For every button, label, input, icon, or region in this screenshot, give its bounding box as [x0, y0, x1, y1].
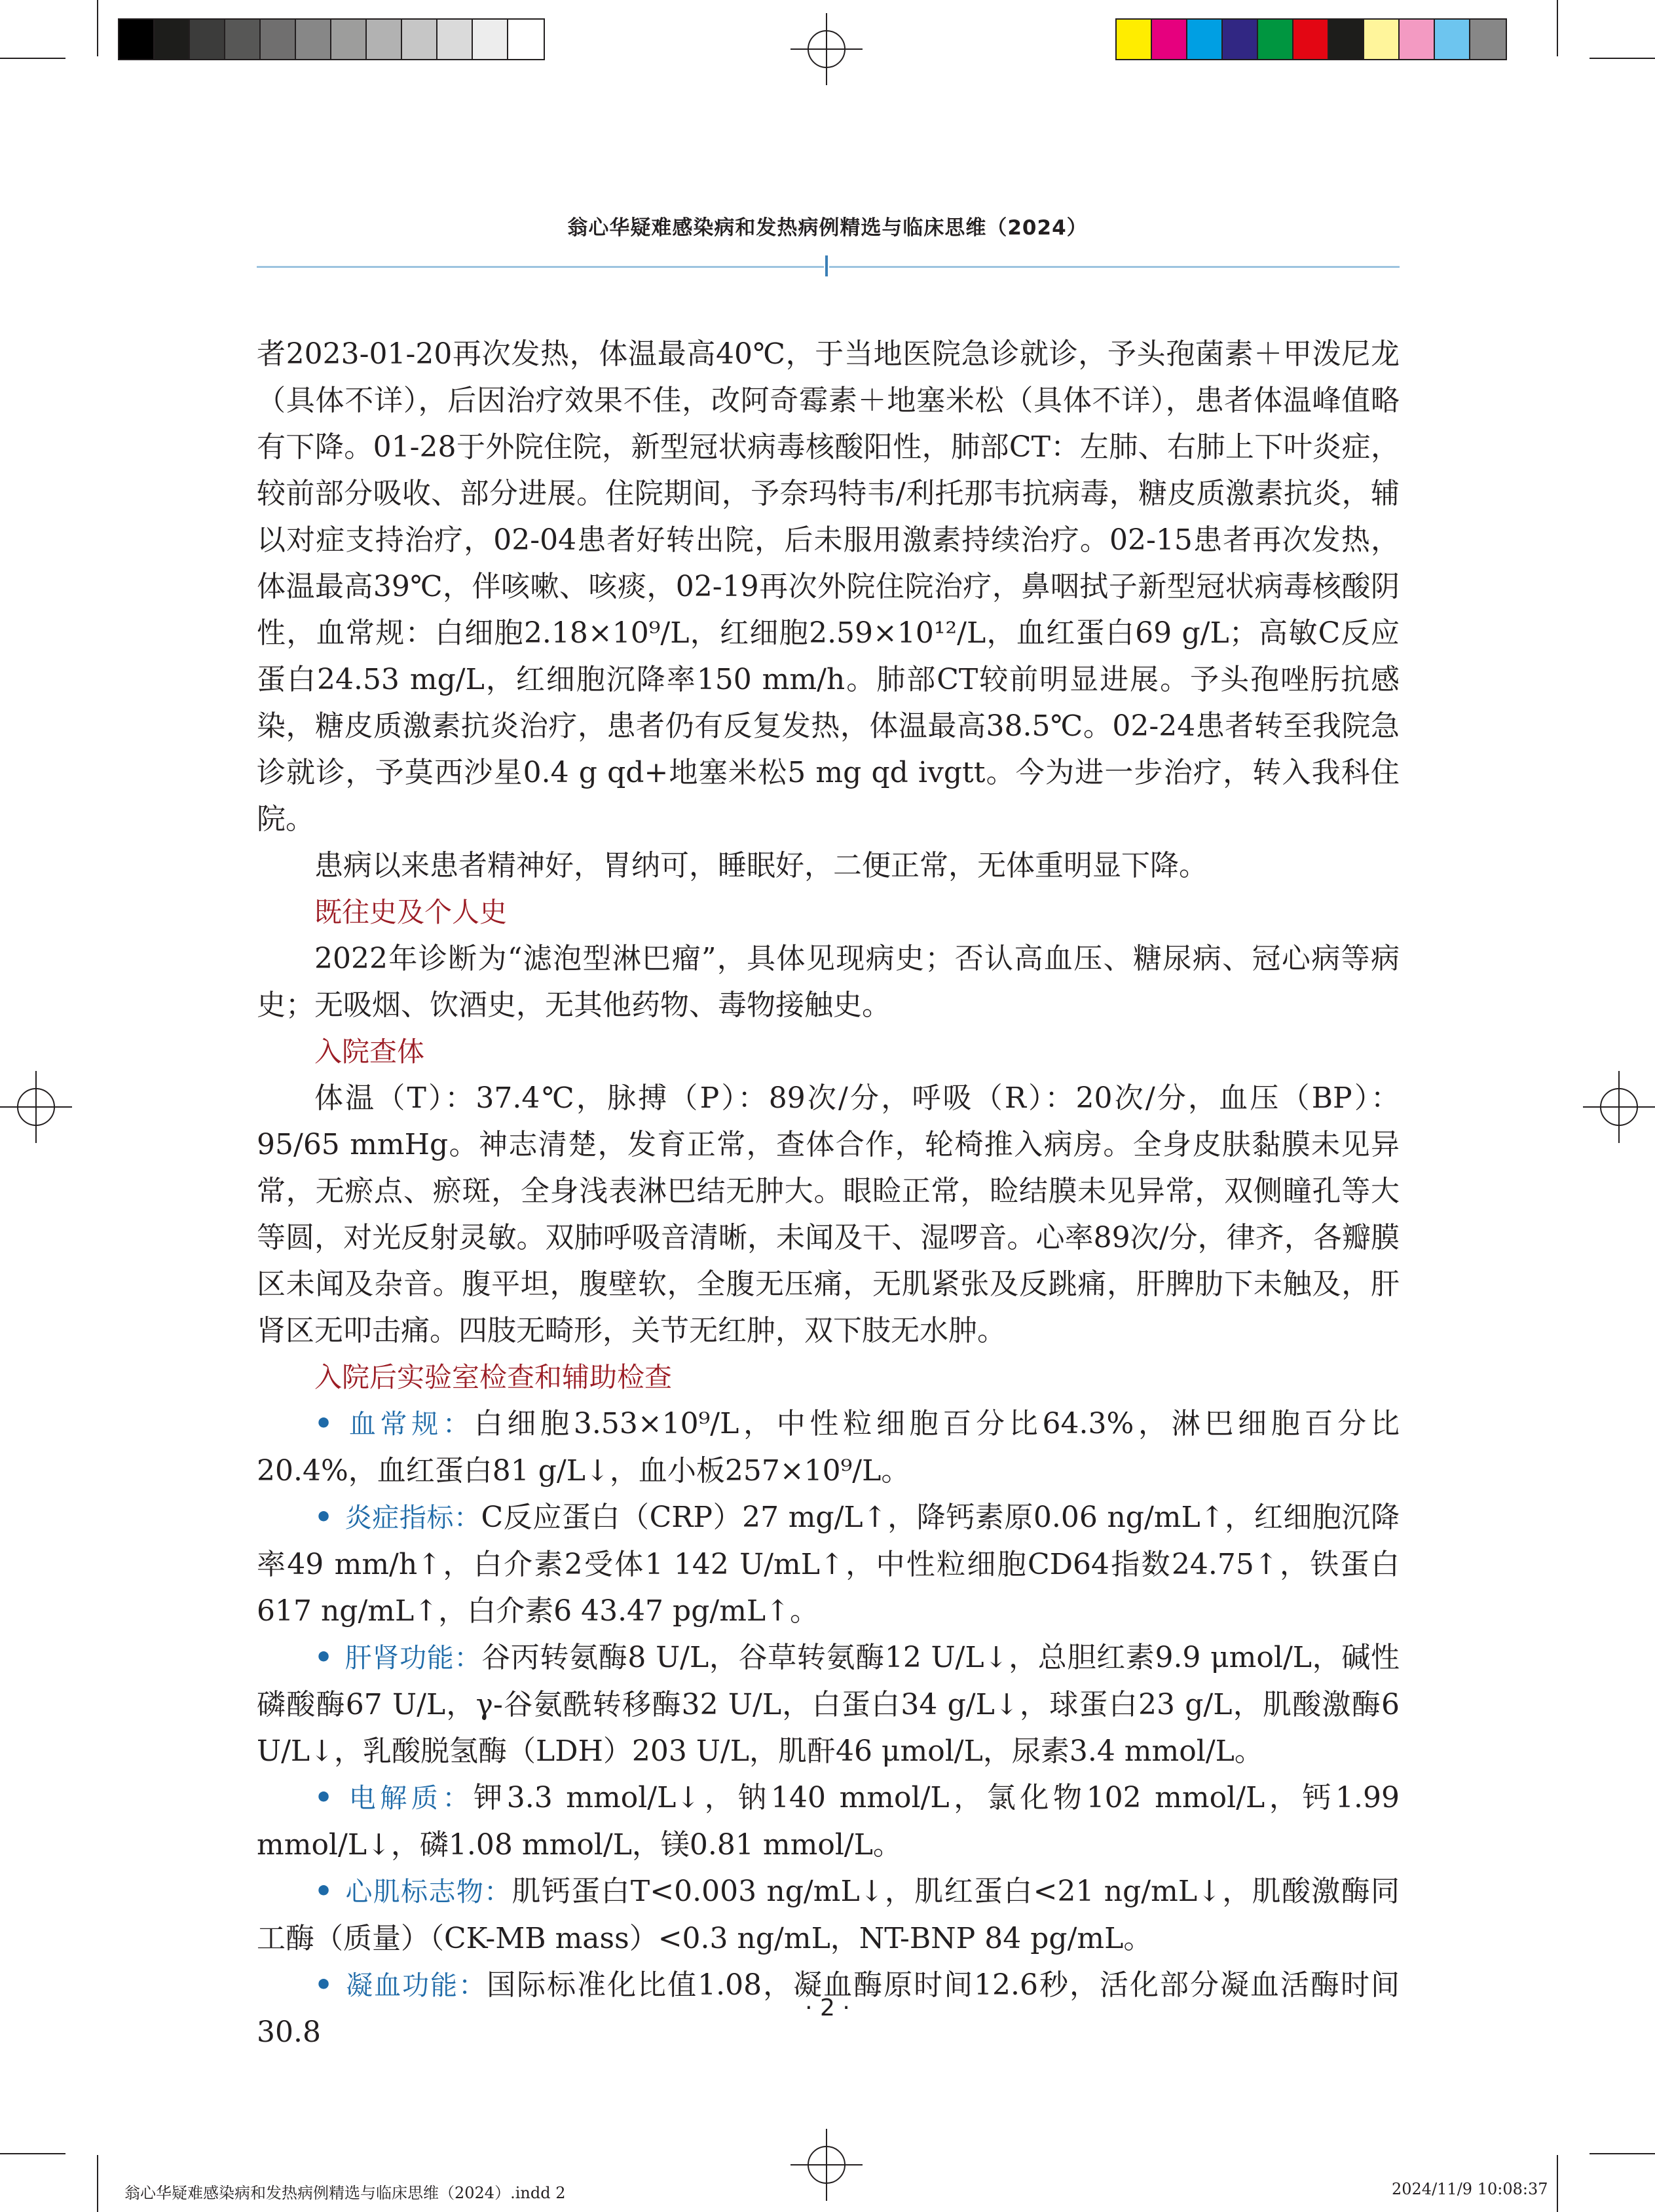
color-swatch — [119, 20, 155, 59]
header-rule — [829, 266, 1400, 268]
section-heading: 入院查体 — [314, 1036, 425, 1068]
paragraph: 者2023-01-20再次发热，体温最高40℃，于当地医院急诊就诊，予头孢菌素＋甲泼尼龙（具体不详），后因治疗效果不佳，改阿奇霉素＋地塞米松（具体不详），患者体温峰值略有下降。01-28于外院住院，新型冠状病毒核酸阳性，肺部CT：左肺、右肺上下叶炎症，较前部分吸收、部分进展。住院期间，予奈玛特韦/利托那韦抗病毒，糖皮质激素抗炎，辅以对症支持治疗，02-04患者好转出院，后未服用激素持续治疗。02-15患者再次发热，体温最高39℃，伴咳嗽、咳痰，02-19再次外院住院治疗，鼻咽拭子新型冠状病毒核酸阴性，血常规：白细胞2.18×10⁹/L，红细胞2.59×10¹²/L，血红蛋白69 g/L；高敏C反应蛋白24.53 mg/L，红细胞沉降率150 mm/h。肺部CT较前明显进展。予头孢唑肟抗感染，糖皮质激素抗炎治疗，患者仍有反复发热，体温最高38.5℃。02-24患者转至我院急诊就诊，予莫西沙星0.4 g qd+地塞米松5 mg qd ivgtt。今为进一步治疗，转入我科住院。 — [257, 337, 1400, 836]
body-text — [257, 331, 1400, 2055]
color-swatch — [437, 20, 473, 59]
running-head: 翁心华疑难感染病和发热病例精选与临床思维（2024） — [567, 216, 1088, 240]
color-swatch — [225, 20, 261, 59]
crop-mark — [1590, 2153, 1655, 2154]
color-swatch — [1152, 20, 1187, 59]
color-swatch — [1435, 20, 1470, 59]
paragraph: 2022年诊断为“滤泡型淋巴瘤”，具体见现病史；否认高血压、糖尿病、冠心病等病史；无吸烟、饮酒史，无其他药物、毒物接触史。 — [257, 942, 1400, 1022]
header-rule-tick — [825, 255, 828, 276]
lab-result-text: 钾3.3 mmol/L↓，钠140 mmol/L，氯化物102 mmol/L，钙1.99 mmol/L↓，磷1.08 mmol/L，镁0.81 mmol/L。 — [257, 1781, 1400, 1862]
crop-mark — [1557, 0, 1558, 56]
lab-result-text: 谷丙转氨酶8 U/L，谷草转氨酶12 U/L↓，总胆红素9.9 μmol/L，碱性磷酸酶67 U/L，γ-谷氨酰转移酶32 U/L，白蛋白34 g/L↓，球蛋白23 g/L，肌酸激酶6 U/L↓，乳酸脱氢酶（LDH）203 U/L，肌酐46 μmol/L，尿素3.4 mmol/L。 — [257, 1641, 1400, 1768]
bullet-icon: • — [314, 1781, 333, 1814]
bullet-icon: • — [314, 1501, 333, 1534]
color-swatch — [1187, 20, 1223, 59]
color-swatch — [296, 20, 331, 59]
header-rule — [257, 266, 824, 268]
lab-category-label: 肝肾功能： — [344, 1642, 482, 1674]
slug-timestamp: 2024/11/9 10:08:37 — [1392, 2180, 1548, 2198]
gray-color-bar — [118, 18, 545, 60]
color-swatch — [508, 20, 544, 59]
color-swatch — [1223, 20, 1258, 59]
lab-category-label: 凝血功能： — [344, 1970, 487, 2001]
color-swatch — [1293, 20, 1329, 59]
slug-filename: 翁心华疑难感染病和发热病例精选与临床思维（2024）.indd 2 — [124, 2184, 566, 2202]
color-swatch — [261, 20, 296, 59]
section-heading: 既往史及个人史 — [314, 896, 508, 928]
color-swatch — [367, 20, 402, 59]
crop-mark — [1590, 58, 1655, 59]
process-color-bar — [1115, 18, 1507, 60]
color-swatch — [1329, 20, 1364, 59]
color-swatch — [190, 20, 225, 59]
lab-category-label: 血常规： — [344, 1408, 474, 1440]
bullet-icon: • — [314, 1968, 333, 2002]
lab-result-text: C反应蛋白（CRP）27 mg/L↑，降钙素原0.06 ng/mL↑，红细胞沉降率49 mm/h↑，白介素2受体1 142 U/mL↑，中性粒细胞CD64指数24.75↑，铁蛋白617 ng/mL↑，白介素6 43.47 pg/mL↑。 — [257, 1501, 1400, 1628]
lab-result-text: 肌钙蛋白T<0.003 ng/mL↓，肌红蛋白<21 ng/mL↓，肌酸激酶同工酶（质量）（CK-MB mass）<0.3 ng/mL，NT-BNP 84 pg/mL。 — [257, 1875, 1400, 1955]
section-heading: 入院后实验室检查和辅助检查 — [314, 1361, 673, 1393]
color-swatch — [1400, 20, 1435, 59]
color-swatch — [331, 20, 367, 59]
registration-target-icon — [790, 13, 863, 85]
registration-target-icon — [790, 2129, 863, 2201]
crop-mark — [0, 2153, 65, 2154]
paragraph: 体温（T）：37.4℃，脉搏（P）：89次/分，呼吸（R）：20次/分，血压（BP）：95/65 mmHg。神志清楚，发育正常，查体合作，轮椅推入病房。全身皮肤黏膜未见异常，无瘀点、瘀斑，全身浅表淋巴结无肿大。眼睑正常，睑结膜未见异常，双侧瞳孔等大等圆，对光反射灵敏。双肺呼吸音清晰，未闻及干、湿啰音。心率89次/分，律齐，各瓣膜区未闻及杂音。腹平坦，腹壁软，全腹无压痛，无肌紧张及反跳痛，肝脾肋下未触及，肝肾区无叩击痛。四肢无畸形，关节无红肿，双下肢无水肿。 — [257, 1081, 1400, 1347]
color-swatch — [1258, 20, 1293, 59]
crop-mark — [97, 2155, 98, 2212]
lab-result-item — [257, 1774, 1400, 1868]
lab-result-text: 国际标准化比值1.08，凝血酶原时间12.6秒，活化部分凝血活酶时间30.8 — [257, 1968, 1400, 2049]
color-swatch — [155, 20, 190, 59]
color-swatch — [402, 20, 437, 59]
lab-result-item — [257, 1868, 1400, 1962]
color-swatch — [1364, 20, 1400, 59]
bullet-icon: • — [314, 1641, 333, 1674]
color-swatch — [1470, 20, 1506, 59]
lab-result-item — [257, 1400, 1400, 1494]
registration-target-icon — [1583, 1071, 1655, 1143]
color-swatch — [473, 20, 508, 59]
crop-mark — [97, 0, 98, 56]
crop-mark — [1557, 2155, 1558, 2212]
lab-result-text: 白细胞3.53×10⁹/L，中性粒细胞百分比64.3%，淋巴细胞百分比20.4%，血红蛋白81 g/L↓，血小板257×10⁹/L。 — [257, 1407, 1400, 1488]
registration-target-icon — [0, 1071, 72, 1143]
lab-result-item — [257, 1494, 1400, 1634]
paragraph: 患病以来患者精神好，胃纳可，睡眠好，二便正常，无体重明显下降。 — [314, 849, 1208, 882]
page-number: · 2 · — [805, 1995, 850, 2021]
crop-mark — [0, 58, 65, 59]
color-swatch — [1117, 20, 1152, 59]
lab-category-label: 心肌标志物： — [344, 1876, 512, 1907]
bullet-icon: • — [314, 1407, 333, 1440]
lab-result-item — [257, 1634, 1400, 1774]
lab-category-label: 电解质： — [344, 1782, 474, 1814]
bullet-icon: • — [314, 1875, 333, 1908]
lab-category-label: 炎症指标： — [344, 1502, 481, 1533]
